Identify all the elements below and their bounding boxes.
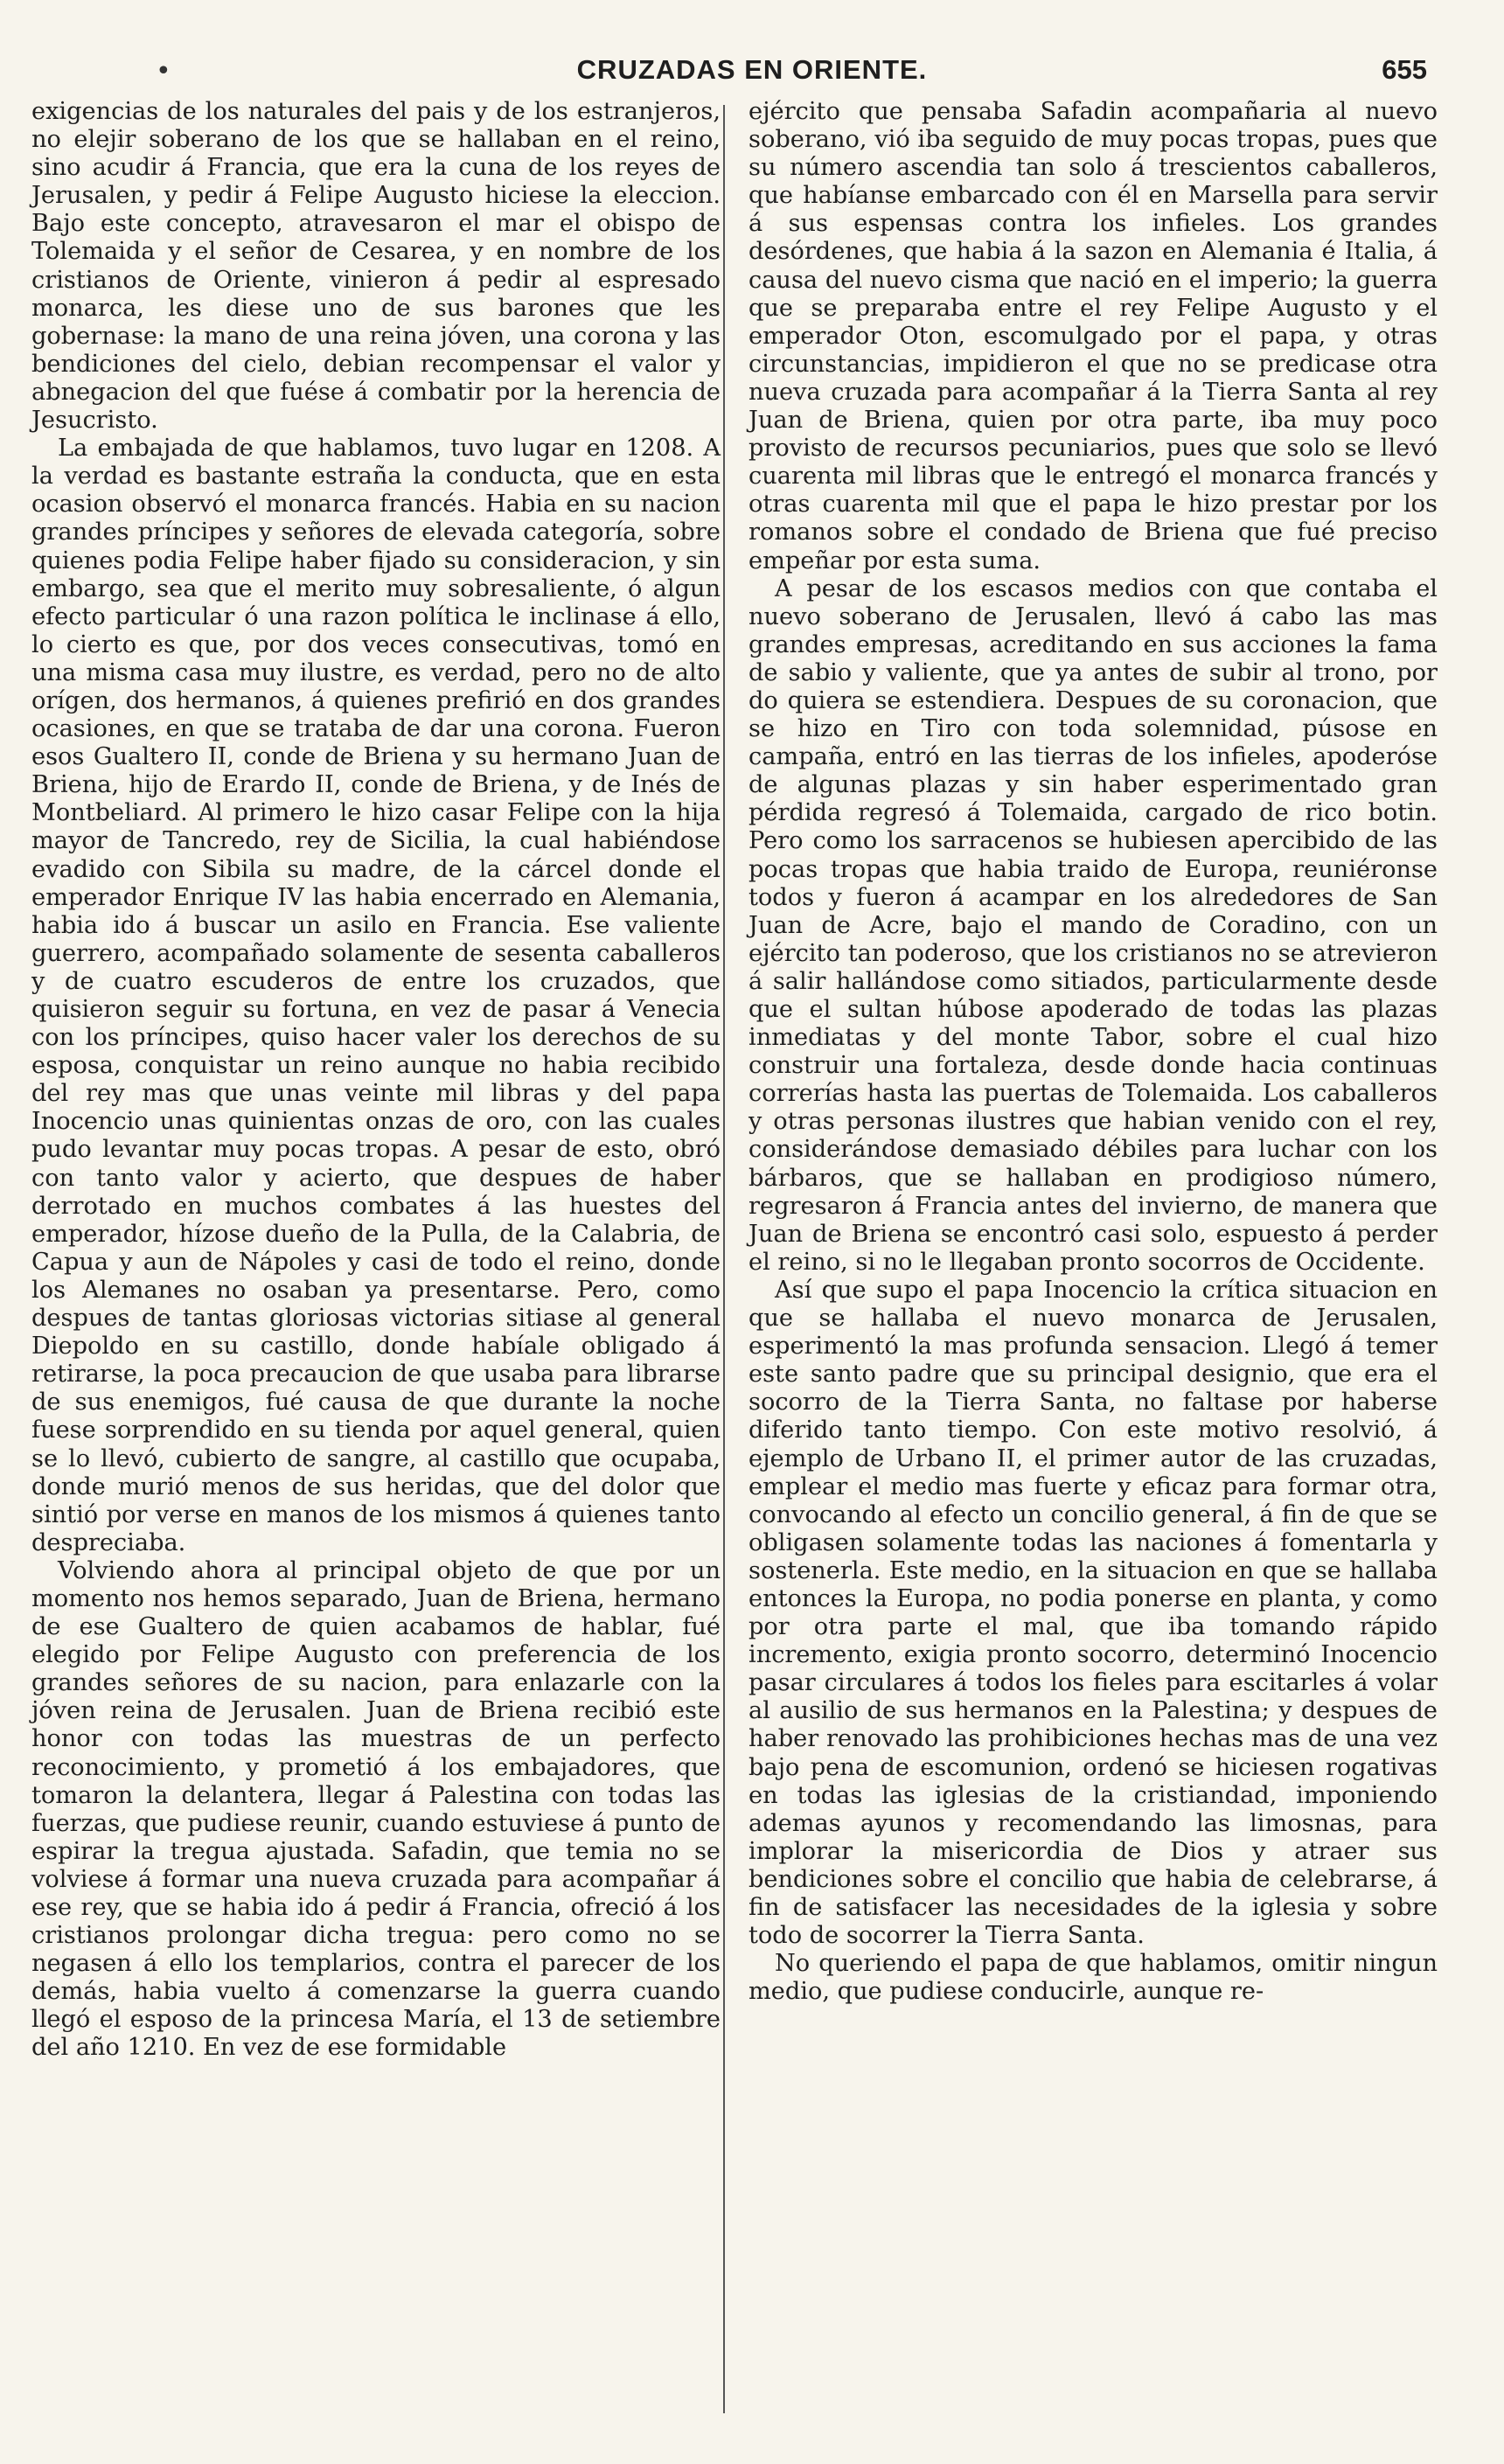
header-ornament: • [156, 56, 171, 87]
running-title: CRUZADAS EN ORIENTE. [576, 54, 928, 85]
paragraph: Volviendo ahora al principal objeto de que por un momento nos hemos separado, Juan de Briena, hermano de ese Gualtero de quien acabamos de hablar, fué elegido por Felipe Augusto con preferencia de los grandes señores de su nacion, para enlazarle con la jóven reina de Jerusalen. Juan de Briena recibió este honor con todas las muestras de un perfecto reconocimiento, y prometió á los embajadores, que tomaron la delantera, llegar á Palestina con todas las fuerzas, que pudiese reunir, cuando estuviese á punto de espirar la tregua ajustada. Safadin, que temia no se volviese á formar una nueva cruzada para acompañar á ese rey, que se habia ido á pedir á Francia, ofreció á los cristianos prolongar dicha tregua: pero como no se negasen á ello los templarios, contra el parecer de los demás, habia vuelto á comenzarse la guerra cuando llegó el esposo de la princesa María, el 13 de setiembre del año 1210. En vez de ese formidable [31, 1556, 721, 2062]
paragraph: ejército que pensaba Safadin acompañaria al nuevo soberano, vió iba seguido de muy pocas tropas, pues que su número ascendia tan solo á trescientos caballeros, que habíanse embarcado con él en Marsella para servir á sus espensas contra los infieles. Los grandes desórdenes, que habia á la sazon en Alemania é Italia, á causa del nuevo cisma que nació en el imperio; la guerra que se preparaba entre el rey Felipe Augusto y el emperador Oton, escomulgado por el papa, y otras circunstancias, impidieron el que no se predicase otra nueva cruzada para acompañar á la Tierra Santa al rey Juan de Briena, quien por otra parte, iba muy poco provisto de recursos pecuniarios, pues que solo se llevó cuarenta mil libras que le entregó el monarca francés y otras cuarenta mil que el papa le hizo prestar por los romanos sobre el condado de Briena que fué preciso empeñar por esta suma. [749, 98, 1438, 574]
paragraph: Así que supo el papa Inocencio la crítica situacion en que se hallaba el nuevo monarca de Jerusalen, esperimentó la mas profunda sensacion. Llegó á temer este santo padre que su principal designio, que era el socorro de la Tierra Santa, no faltase por haberse diferido tanto tiempo. Con este motivo resolvió, á ejemplo de Urbano II, el primer autor de las cruzadas, emplear el medio mas fuerte y eficaz para formar otra, convocando al efecto un concilio general, á fin de que se obligasen solamente todas las naciones á fomentarla y sostenerla. Este medio, en la situacion en que se hallaba entonces la Europa, no podia ponerse en planta, y como por otra parte el mal, que iba tomando rápido incremento, exigia pronto socorro, determinó Inocencio pasar circulares á todos los fieles para escitarles á volar al ausilio de sus hermanos en la Palestina; y despues de haber renovado las prohibiciones hechas mas de una vez bajo pena de escomunion, ordenó se hiciesen rogativas en todas las iglesias de la cristiandad, imponiendo ademas ayunos y recomendando las limosnas, para implorar la misericordia de Dios y atraer sus bendiciones sobre el concilio que habia de celebrarse, á fin de satisfacer las necesidades de la iglesia y sobre todo de socorrer la Tierra Santa. [749, 1276, 1438, 1950]
left-column [31, 98, 721, 2063]
page-number: 655 [1382, 54, 1427, 85]
paragraph: La embajada de que hablamos, tuvo lugar en 1208. A la verdad es bastante estraña la conducta, que en esta ocasion observó el monarca francés. Habia en su nacion grandes príncipes y señores de elevada categoría, sobre quienes podia Felipe haber fijado su consideracion, y sin embargo, sea que el merito muy sobresaliente, ó algun efecto particular ó una razon política le inclinase á ello, lo cierto es que, por dos veces consecutivas, tomó en una misma casa muy ilustre, es verdad, pero no de alto orígen, dos hermanos, á quienes prefirió en dos grandes ocasiones, en que se trataba de dar una corona. Fueron esos Gualtero II, conde de Briena y su hermano Juan de Briena, hijo de Erardo II, conde de Briena, y de Inés de Montbeliard. Al primero le hizo casar Felipe con la hija mayor de Tancredo, rey de Sicilia, la cual habiéndose evadido con Sibila su madre, de la cárcel donde el emperador Enrique IV las habia encerrado en Alemania, habia ido á buscar un asilo en Francia. Ese valiente guerrero, acompañado solamente de sesenta caballeros y de cuatro escuderos de entre los cruzados, que quisieron seguir su fortuna, en vez de pasar á Venecia con los príncipes, quiso hacer valer los derechos de su esposa, conquistar un reino aunque no habia recibido del rey mas que unas veinte mil libras y del papa Inocencio unas quinientas onzas de oro, con las cuales pudo levantar muy pocas tropas. A pesar de esto, obró con tanto valor y acierto, que despues de haber derrotado en muchos combates á las huestes del emperador, hízose dueño de la Pulla, de la Calabria, de Capua y aun de Nápoles y casi de todo el reino, donde los Alemanes no osaban ya presentarse. Pero, como despues de tantas gloriosas victorias sitiase al general Diepoldo en su castillo, donde habíale obligado á retirarse, la poca precaucion de que usaba para librarse de sus enemigos, fué causa de que durante la noche fuese sorprendido en su tienda por aquel general, quien se lo llevó, cubierto de sangre, al castillo que ocupaba, donde murió menos de sus heridas, que del dolor que sintió por verse en manos de los mismos á quienes tanto despreciaba. [31, 435, 721, 1556]
right-column [749, 98, 1438, 2006]
paragraph: No queriendo el papa de que hablamos, omitir ningun medio, que pudiese conducirle, aunque re- [749, 1950, 1438, 2006]
page-header [0, 51, 1504, 94]
column-divider [723, 105, 725, 2413]
paragraph: A pesar de los escasos medios con que contaba el nuevo soberano de Jerusalen, llevó á cabo las mas grandes empresas, acreditando en sus acciones la fama de sabio y valiente, que ya antes de subir al trono, por do quiera se estendiera. Despues de su coronacion, que se hizo en Tiro con toda solemnidad, púsose en campaña, entró en las tierras de los infieles, apoderóse de algunas plazas y sin haber esperimentado gran pérdida regresó á Tolemaida, cargado de rico botin. Pero como los sarracenos se hubiesen apercibido de las pocas tropas que habia traido de Europa, reuniéronse todos y fueron á acampar en los alrededores de San Juan de Acre, bajo el mando de Coradino, con un ejército tan poderoso, que los cristianos no se atrevieron á salir hallándose como sitiados, particularmente desde que el sultan húbose apoderado de todas las plazas inmediatas y del monte Tabor, sobre el cual hizo construir una fortaleza, desde donde hacia continuas correrías hasta las puertas de Tolemaida. Los caballeros y otras personas ilustres que habian venido con el rey, considerándose demasiado débiles para luchar con los bárbaros, que se hallaban en prodigioso número, regresaron á Francia antes del invierno, de manera que Juan de Briena se encontró casi solo, espuesto á perder el reino, si no le llegaban pronto socorros de Occidente. [749, 574, 1438, 1276]
paragraph: exigencias de los naturales del pais y de los estranjeros, no elejir soberano de los que se hallaban en el reino, sino acudir á Francia, que era la cuna de los reyes de Jerusalen, y pedir á Felipe Augusto hiciese la eleccion. Bajo este concepto, atravesaron el mar el obispo de Tolemaida y el señor de Cesarea, y en nombre de los cristianos de Oriente, vinieron á pedir al espresado monarca, les diese uno de sus barones que les gobernase: la mano de una reina jóven, una corona y las bendiciones del cielo, debian recompensar el valor y abnegacion del que fuése á combatir por la herencia de Jesucristo. [31, 98, 721, 435]
